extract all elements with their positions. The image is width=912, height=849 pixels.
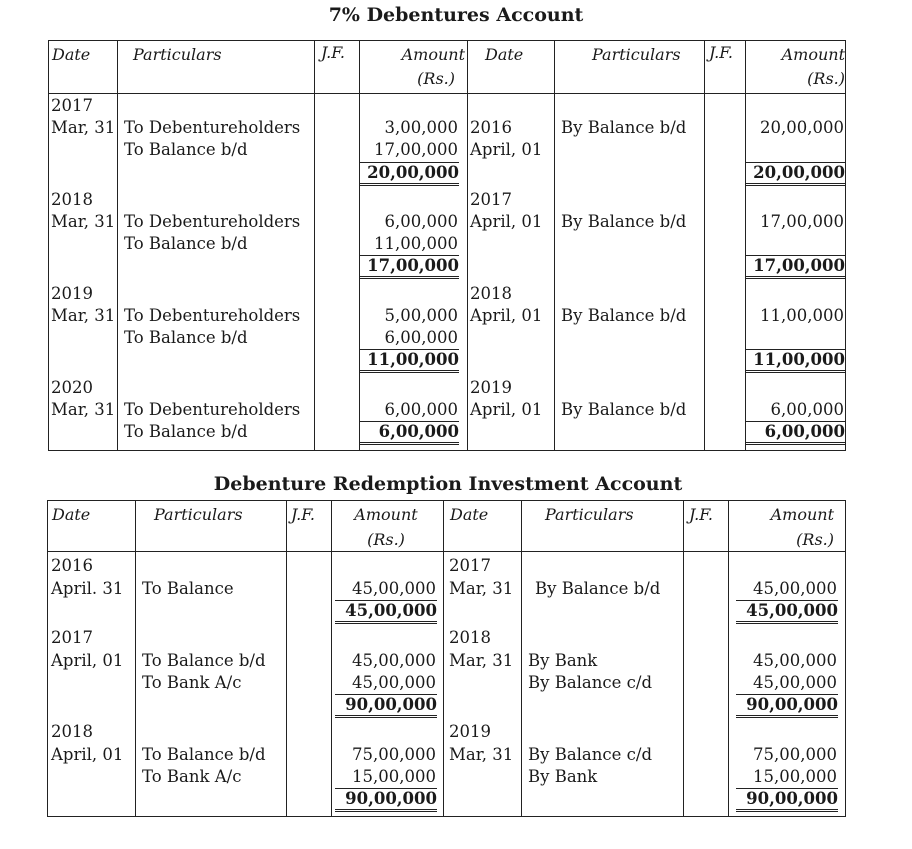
header-rs: (Rs.) — [417, 69, 455, 88]
credit-total: 45,00,000 — [736, 600, 838, 624]
entry-particular-cr: By Balance c/d — [528, 745, 653, 764]
entry-amount: 15,00,000 — [352, 767, 436, 786]
col-line — [467, 41, 468, 450]
entry-year-cr: 2019 — [470, 378, 512, 397]
entry-date-cr: April, 01 — [470, 306, 543, 325]
entry-particular-cr: By Balance c/d — [528, 673, 653, 692]
entry-particular-cr: By Balance b/d — [561, 306, 687, 325]
entry-year: 2017 — [51, 96, 93, 115]
entry-year: 2016 — [51, 556, 93, 575]
entry-year-cr: 2018 — [449, 628, 491, 647]
entry-particular: To Debentureholders — [124, 400, 301, 419]
debit-total: 90,00,000 — [335, 788, 437, 812]
credit-total: 11,00,000 — [745, 349, 845, 373]
entry-year-cr: 2017 — [449, 556, 491, 575]
entry-year: 2018 — [51, 722, 93, 741]
entry-year: 2018 — [51, 190, 93, 209]
entry-amount: 45,00,000 — [352, 579, 436, 598]
header-rs-cr: (Rs.) — [796, 530, 834, 549]
debit-total: 45,00,000 — [335, 600, 437, 624]
entry-date: April, 01 — [51, 651, 124, 670]
header-particulars: Particulars — [133, 45, 222, 64]
debit-total: 11,00,000 — [359, 349, 459, 373]
header-date-cr: Date — [485, 45, 524, 64]
header-amount: Amount — [354, 505, 418, 524]
header-date: Date — [52, 45, 91, 64]
entry-amount-cr: 17,00,000 — [760, 212, 844, 231]
entry-particular: To Bank A/c — [142, 767, 242, 786]
entry-amount: 45,00,000 — [352, 673, 436, 692]
entry-particular-cr: By Bank — [528, 651, 598, 670]
entry-particular: To Debentureholders — [124, 212, 301, 231]
entry-year-cr: 2018 — [470, 284, 512, 303]
header-rs: (Rs.) — [367, 530, 405, 549]
entry-date-cr: April, 01 — [470, 212, 543, 231]
header-amount-cr: Amount — [770, 505, 834, 524]
entry-particular: To Balance b/d — [124, 328, 248, 347]
entry-amount-cr: 75,00,000 — [753, 745, 837, 764]
entry-particular-cr: By Balance b/d — [561, 212, 687, 231]
entry-particular: To Bank A/c — [142, 673, 242, 692]
entry-amount: 5,00,000 — [384, 306, 458, 325]
entry-particular: To Debentureholders — [124, 118, 301, 137]
entry-date: Mar, 31 — [51, 400, 116, 419]
header-jf: J.F. — [321, 43, 345, 62]
entry-year: 2017 — [51, 628, 93, 647]
entry-amount-cr: 15,00,000 — [753, 767, 837, 786]
header-divider — [49, 93, 845, 94]
col-line — [704, 41, 705, 450]
entry-year: 2020 — [51, 378, 93, 397]
col-line — [331, 501, 332, 816]
entry-particular-cr: By Balance b/d — [561, 118, 687, 137]
entry-date-cr: Mar, 31 — [449, 651, 514, 670]
entry-amount-cr: 45,00,000 — [753, 651, 837, 670]
col-line — [314, 41, 315, 450]
col-line — [683, 501, 684, 816]
header-amount-cr: Amount — [781, 45, 845, 64]
entry-particular: To Balance b/d — [124, 422, 248, 441]
col-line — [728, 501, 729, 816]
credit-total: 90,00,000 — [736, 788, 838, 812]
entry-amount: 45,00,000 — [352, 651, 436, 670]
entry-date: April. 31 — [51, 579, 124, 598]
entry-date-cr: April, 01 — [470, 140, 543, 159]
entry-amount: 6,00,000 — [384, 328, 458, 347]
header-date: Date — [52, 505, 91, 524]
entry-date-cr: Mar, 31 — [449, 579, 514, 598]
credit-total: 20,00,000 — [745, 162, 845, 186]
entry-particular: To Balance b/d — [124, 140, 248, 159]
entry-year-cr: 2016 — [470, 118, 512, 137]
entry-amount: 11,00,000 — [374, 234, 458, 253]
entry-date: Mar, 31 — [51, 306, 116, 325]
header-rs-cr: (Rs.) — [807, 69, 845, 88]
debit-total: 90,00,000 — [335, 694, 437, 718]
entry-year-cr: 2017 — [470, 190, 512, 209]
debentures-account-title: 7% Debentures Account — [328, 4, 584, 26]
debit-total: 17,00,000 — [359, 255, 459, 279]
debit-total: 20,00,000 — [359, 162, 459, 186]
entry-amount-cr: 6,00,000 — [770, 400, 844, 419]
entry-amount-cr: 45,00,000 — [753, 579, 837, 598]
entry-particular: To Balance b/d — [142, 745, 266, 764]
entry-date: Mar, 31 — [51, 118, 116, 137]
col-line — [554, 41, 555, 450]
entry-amount-cr: 11,00,000 — [760, 306, 844, 325]
entry-year-cr: 2019 — [449, 722, 491, 741]
credit-total: 6,00,000 — [745, 421, 845, 445]
entry-amount-cr: 45,00,000 — [753, 673, 837, 692]
debit-total: 6,00,000 — [359, 421, 459, 445]
col-line — [286, 501, 287, 816]
entry-particular: To Balance b/d — [142, 651, 266, 670]
entry-particular-cr: By Bank — [528, 767, 598, 786]
header-date-cr: Date — [450, 505, 489, 524]
entry-date-cr: Mar, 31 — [449, 745, 514, 764]
investment-account-title: Debenture Redemption Investment Account — [213, 473, 683, 495]
header-amount: Amount — [401, 45, 465, 64]
entry-amount: 6,00,000 — [384, 400, 458, 419]
header-particulars-cr: Particulars — [545, 505, 634, 524]
col-line — [117, 41, 118, 450]
header-divider — [48, 551, 845, 552]
entry-particular-cr: By Balance b/d — [535, 579, 661, 598]
header-jf-cr: J.F. — [689, 505, 713, 524]
credit-total: 90,00,000 — [736, 694, 838, 718]
entry-date-cr: April, 01 — [470, 400, 543, 419]
entry-amount: 75,00,000 — [352, 745, 436, 764]
credit-total: 17,00,000 — [745, 255, 845, 279]
entry-particular: To Balance b/d — [124, 234, 248, 253]
header-jf: J.F. — [291, 505, 315, 524]
entry-amount: 3,00,000 — [384, 118, 458, 137]
entry-particular: To Debentureholders — [124, 306, 301, 325]
col-line — [745, 41, 746, 450]
header-particulars: Particulars — [154, 505, 243, 524]
entry-year: 2019 — [51, 284, 93, 303]
col-line — [135, 501, 136, 816]
entry-amount: 6,00,000 — [384, 212, 458, 231]
entry-particular-cr: By Balance b/d — [561, 400, 687, 419]
entry-date: Mar, 31 — [51, 212, 116, 231]
col-line — [521, 501, 522, 816]
col-line — [443, 501, 444, 816]
entry-amount-cr: 20,00,000 — [760, 118, 844, 137]
entry-particular: To Balance — [142, 579, 234, 598]
header-particulars-cr: Particulars — [592, 45, 681, 64]
entry-amount: 17,00,000 — [374, 140, 458, 159]
header-jf-cr: J.F. — [709, 43, 733, 62]
entry-date: April, 01 — [51, 745, 124, 764]
